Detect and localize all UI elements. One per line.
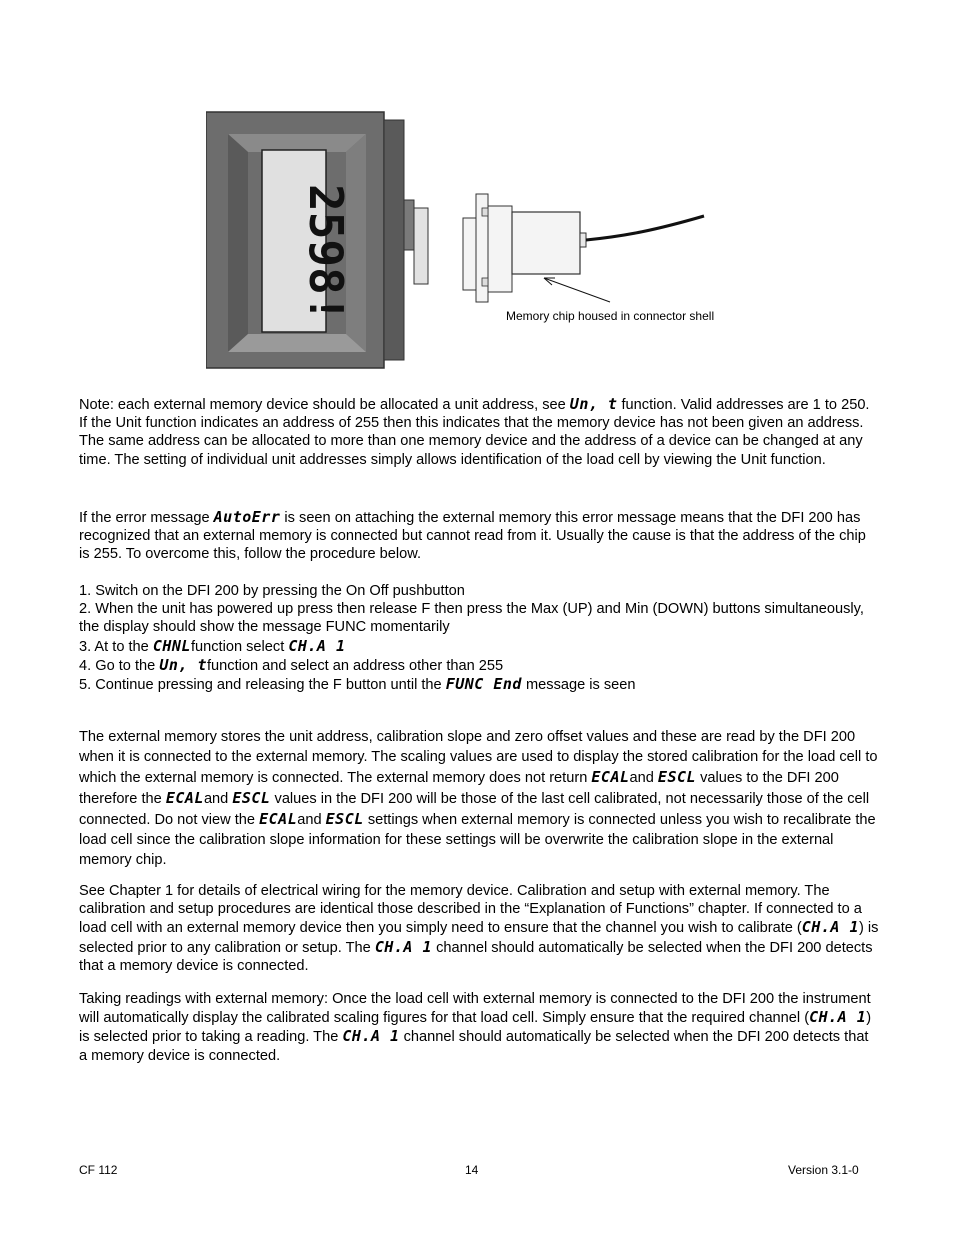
meter-connector-port: [404, 200, 414, 250]
note-text-a: Note: each external memory device should be allocated a unit address, see: [79, 397, 570, 413]
cha1-segment-label: CH.A 1: [342, 1027, 400, 1046]
step-3: 3. At to the CHNLfunction select CH.A 1: [79, 636, 346, 655]
ecal-segment-label: ECAL: [165, 789, 204, 807]
step-2: 2. When the unit has powered up press then release F then press the Max (UP) and Min (DOWN) buttons simultaneously, the display should show the message FUNC momentarily: [79, 601, 864, 636]
note-paragraph: [79, 395, 879, 469]
device-illustration: [206, 108, 746, 370]
cha1-segment-label: CH.A 1: [809, 1008, 867, 1027]
unit-segment-label: Un, t: [159, 655, 207, 674]
step-4: 4. Go to the Un, tfunction and select an address other than 255: [79, 655, 504, 674]
footer-version: Version 3.1-0: [788, 1163, 859, 1177]
lcd-reading: 2598!: [299, 184, 353, 323]
procedure-steps: [79, 582, 879, 694]
error-text-b: is seen on attaching the external memory this error message means that the DFI 200 has recognized that an external memory is connected but cannot read from it. Usually the cause is that the address of the chip is 255. To overcome this, follow the procedure below.: [79, 510, 866, 563]
footer-page-number: 14: [465, 1163, 479, 1177]
ecal-segment-label: ECAL: [259, 810, 298, 828]
meter-side: [384, 120, 404, 360]
funcend-segment-label: FUNC End: [445, 675, 522, 694]
readings-paragraph: Taking readings with external memory: Once the load cell with external memory is connected to the DFI 200 the instrument will automatically display the calibrated scaling figures for that load cell. Simply ensure that the required channel (CH.A 1) is selected prior to taking a reading. The CH.A 1 channel should automatically be selected when the DFI 200 detects that a memory device is connected.: [79, 991, 872, 1064]
memory-paragraph: The external memory stores the unit address, calibration slope and zero offset values and these are read by the DFI 200 when it is connected to the external memory. The scaling values are used to display the stored calibration for the load cell to which the external memory is connected. The external memory does not return ECALand ESCL values to the DFI 200 therefore the ECALand ESCL values in the DFI 200 will be those of the last cell calibrated, not necessarily those of the cell connected. Do not view the ECALand ESCL settings when external memory is connected unless you wish to recalibrate the load cell since the calibration slope information for these settings will be overwrite the calibration slope in the external memory chip.: [79, 729, 878, 868]
escl-segment-label: ESCL: [657, 768, 697, 786]
escl-segment-label: ESCL: [325, 810, 364, 828]
meter-and-connector-diagram: [206, 108, 746, 370]
autoerr-segment-label: AutoErr: [213, 508, 281, 526]
caption-pointer: [544, 278, 610, 302]
step-5: 5. Continue pressing and releasing the F button until the FUNC End message is seen: [79, 675, 636, 694]
memory-cable: [586, 216, 704, 240]
cha1-segment-label: CH.A 1: [374, 937, 433, 956]
chnl-segment-label: CHNL: [152, 636, 191, 655]
error-text-a: If the error message: [79, 510, 214, 526]
cha1-segment-label: CH.A 1: [288, 636, 346, 655]
cha1-segment-label: CH.A 1: [801, 918, 859, 937]
figure-caption: Memory chip housed in connector shell: [506, 309, 715, 323]
ecal-segment-label: ECAL: [591, 768, 630, 786]
wiring-paragraph: See Chapter 1 for details of electrical wiring for the memory device. Calibration and setup with external memory. The calibration and setup procedures are identical those described in the “Explanation of Functions” chapter. If connected to a load cell with an external memory device then you simply need to ensure that the channel you wish to calibrate (CH.A 1) is selected prior to any calibration or setup. The CH.A 1 channel should automatically be selected when the DFI 200 detects that a memory device is connected.: [79, 883, 879, 974]
unit-segment-label: Un, t: [569, 395, 618, 413]
memory-chip-shell: [512, 212, 580, 274]
error-paragraph: [79, 508, 879, 564]
step-1: 1. Switch on the DFI 200 by pressing the On Off pushbutton: [79, 583, 465, 599]
footer-doc-id: CF 112: [79, 1163, 118, 1177]
note-text-b: function. Valid addresses are 1 to 250. If the Unit function indicates an address of 255 then this indicates that the memory device has not been given an address. The same address can be allocated to more than one memory device and the address of a device can be changed at any time. The setting of individual unit addresses simply allows identification of the load cell by viewing the Unit function.: [79, 397, 870, 468]
escl-segment-label: ESCL: [232, 789, 271, 807]
